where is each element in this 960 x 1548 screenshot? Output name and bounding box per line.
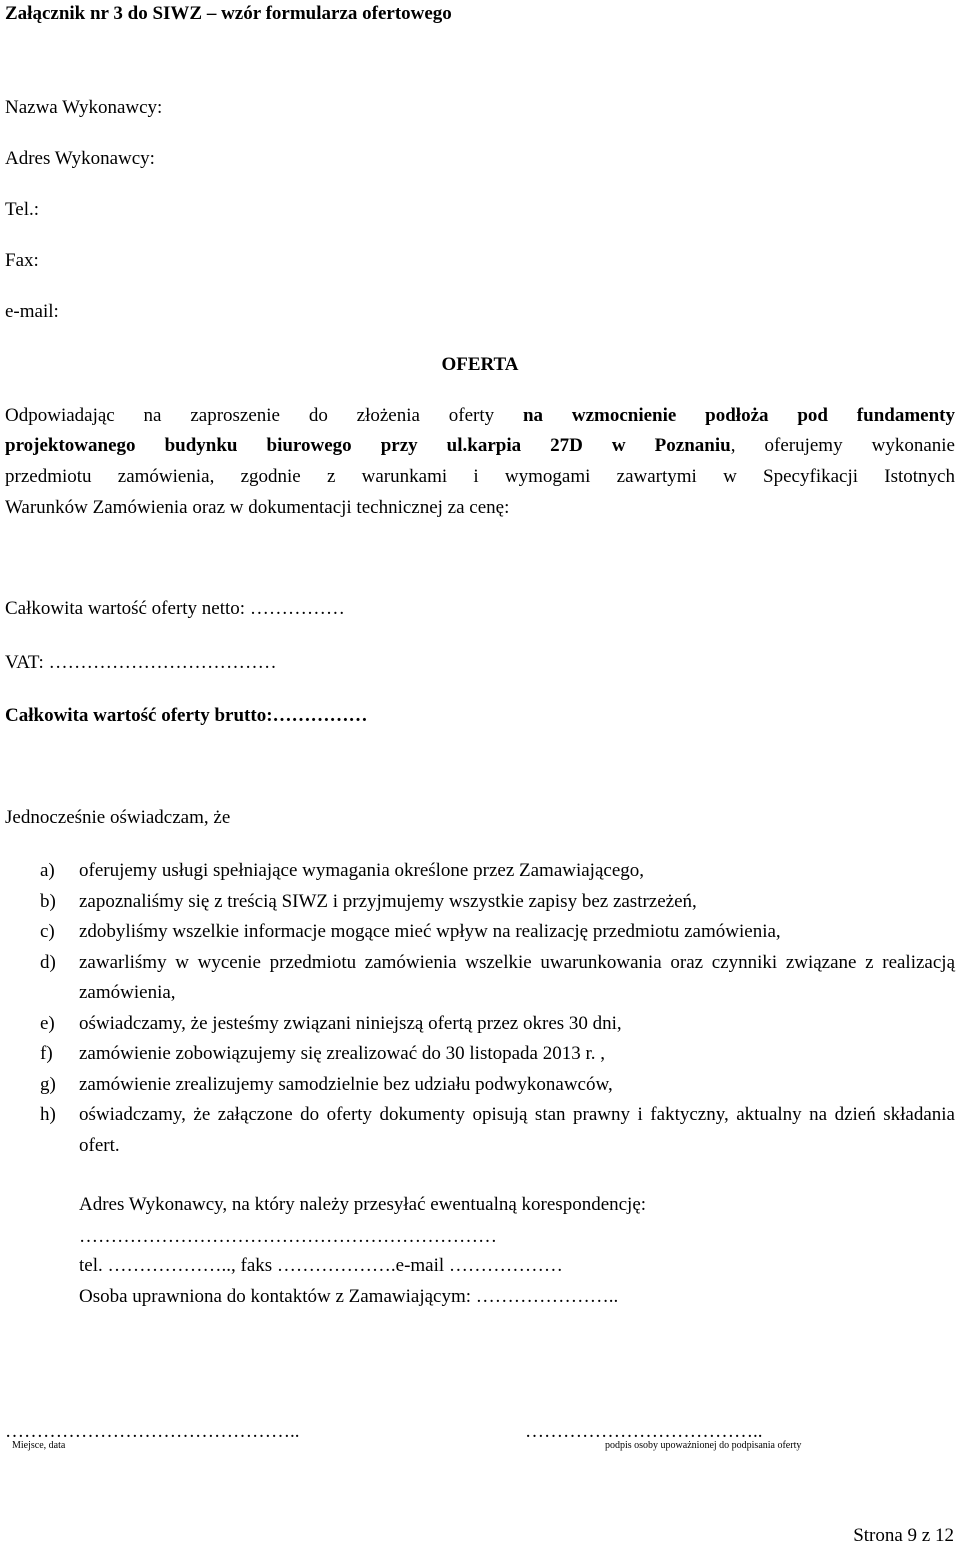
tel-label: Tel.: <box>5 199 40 220</box>
declaration-item <box>5 1009 955 1040</box>
intro-line-2 <box>5 434 955 458</box>
declaration-item-label: h) <box>40 1104 56 1125</box>
declaration-item-text: zdobyliśmy wszelkie informacje mogące mieć wpływ na realizację przedmiotu zamówienia, <box>79 921 781 942</box>
declaration-item-text: zamówienie zrealizujemy samodzielnie bez udziału podwykonawców, <box>79 1073 613 1095</box>
declaration-item-text: zawarliśmy w wycenie przedmiotu zamówienia wszelkie uwarunkowania oraz czynniki związane z realizacją zamówienia, <box>79 951 955 1003</box>
vat-dots: ……………………………… <box>48 652 277 673</box>
net-value-label: Całkowita wartość oferty netto: <box>5 598 250 619</box>
declaration-item-text: oferujemy usługi spełniające wymagania określone przez Zamawiającego, <box>79 860 645 881</box>
intro-line-1 <box>5 404 955 428</box>
declaration-item <box>5 1100 955 1161</box>
signature-label: podpis osoby upoważnionej do podpisania oferty <box>605 1440 802 1451</box>
contractor-name-label: Nazwa Wykonawcy: <box>5 97 163 118</box>
declaration-item-label: f) <box>40 1043 53 1064</box>
signature-dots: ……………………………….. <box>525 1421 763 1442</box>
intro-line-3: przedmiotu zamówienia, zgodnie z warunkami i wymogami zawartymi w Specyfikacji Istotnych <box>5 466 955 487</box>
page-title: Załącznik nr 3 do SIWZ – wzór formularza ofertowego <box>5 3 452 24</box>
declaration-item-label: c) <box>40 921 55 942</box>
declaration-item <box>5 887 955 918</box>
declaration-item-text: zamówienie zobowiązujemy się zrealizować do 30 listopada 2013 r. , <box>79 1043 606 1064</box>
declaration-item <box>5 856 955 887</box>
correspondence-label: Adres Wykonawcy, na który należy przesyłać ewentualną korespondencję: <box>79 1194 647 1215</box>
intro-text-2: , oferujemy wykonanie <box>730 435 955 456</box>
page-number: Strona 9 z 12 <box>853 1525 954 1546</box>
declaration-item <box>5 1039 955 1070</box>
gross-value-label: Całkowita wartość oferty brutto: <box>5 705 273 726</box>
gross-value-line <box>5 704 368 728</box>
declaration-list <box>5 856 955 1161</box>
fax-label: Fax: <box>5 250 39 271</box>
place-date-dots: ……………………………………….. <box>5 1421 300 1442</box>
offer-title: OFERTA <box>441 354 519 375</box>
contact-tel-fax-email: tel. ……………….., faks ……………….e-mail ……………… <box>79 1255 563 1276</box>
declaration-intro: Jednocześnie oświadczam, że <box>5 807 231 828</box>
email-label: e-mail: <box>5 301 59 322</box>
vat-line <box>5 651 277 675</box>
declaration-item-label: b) <box>40 890 56 912</box>
declaration-item-label: d) <box>40 951 56 973</box>
vat-label: VAT: <box>5 652 49 673</box>
net-value-dots: …………… <box>249 598 345 619</box>
declaration-item <box>5 1070 955 1101</box>
net-value-line <box>5 597 345 621</box>
intro-bold-2: projektowanego budynku biurowego przy ul.karpia 27D w Poznaniu <box>5 435 731 456</box>
intro-bold-1: na wzmocnienie podłoża pod fundamenty <box>522 405 955 426</box>
contact-person-line: Osoba uprawniona do kontaktów z Zamawiającym: ………………….. <box>79 1286 619 1307</box>
correspondence-dots: ………………………………………………………… <box>79 1226 497 1247</box>
intro-line-4: Warunków Zamówienia oraz w dokumentacji technicznej za cenę: <box>5 497 510 518</box>
gross-value-dots: …………… <box>272 705 368 726</box>
declaration-item-label: a) <box>40 860 55 881</box>
contractor-address-label: Adres Wykonawcy: <box>5 148 155 169</box>
declaration-item <box>5 917 955 948</box>
place-date-label: Miejsce, data <box>12 1440 66 1451</box>
declaration-item-text: oświadczamy, że jesteśmy związani niniejszą ofertą przez okres 30 dni, <box>79 1012 622 1034</box>
declaration-item-label: e) <box>40 1012 55 1034</box>
declaration-item <box>5 948 955 1009</box>
declaration-item-text: oświadczamy, że załączone do oferty dokumenty opisują stan prawny i faktyczny, aktualny na dzień składania ofert. <box>79 1104 955 1156</box>
declaration-item-label: g) <box>40 1073 56 1095</box>
intro-text-1: Odpowiadając na zaproszenie do złożenia oferty <box>5 405 523 426</box>
declaration-item-text: zapoznaliśmy się z treścią SIWZ i przyjmujemy wszystkie zapisy bez zastrzeżeń, <box>79 890 697 912</box>
